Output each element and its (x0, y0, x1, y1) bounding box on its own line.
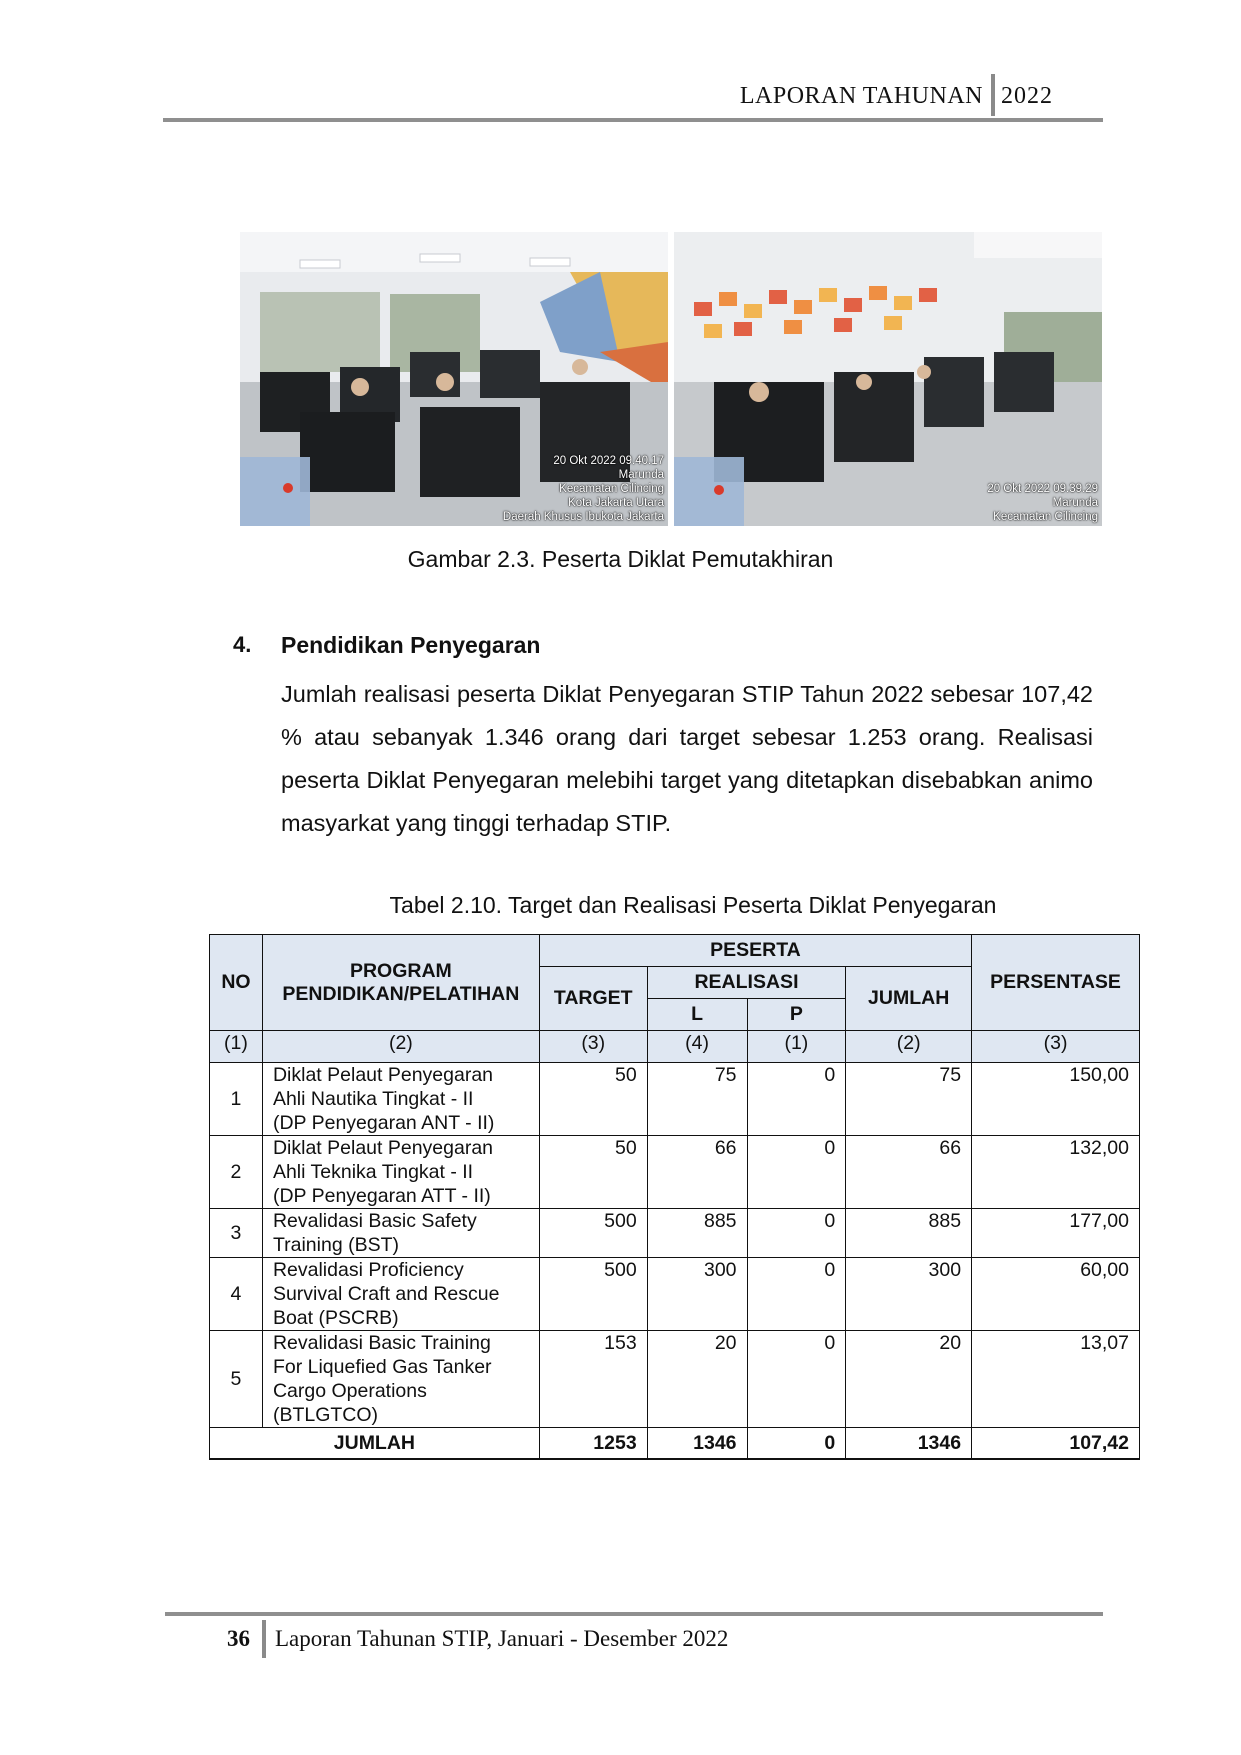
program-line: Revalidasi Basic Safety (272, 1210, 477, 1232)
program-line: (BTLGTCO) (272, 1404, 379, 1426)
table-row (210, 1136, 1140, 1209)
row-l: 300 (647, 1258, 747, 1331)
stamp-line: Marunda (618, 469, 664, 481)
program-line: For Liquefied Gas Tanker (272, 1356, 492, 1378)
table-row (210, 1331, 1140, 1428)
row-p: 0 (747, 1136, 846, 1209)
program-line: Ahli Teknika Tingkat - II (272, 1161, 474, 1183)
index-cell: (3) (539, 1031, 647, 1063)
header-title: LAPORAN TAHUNAN (739, 83, 983, 109)
header-separator (991, 74, 995, 116)
classroom-photo-right (674, 232, 1102, 526)
header-program-line-2: PENDIDIKAN/PELATIHAN (282, 982, 520, 1005)
row-jumlah: 300 (846, 1258, 972, 1331)
header-p: P (747, 999, 846, 1031)
row-persentase: 60,00 (972, 1258, 1140, 1331)
row-p: 0 (747, 1063, 846, 1136)
footer-rule (165, 1612, 1103, 1616)
page-footer (165, 1612, 1103, 1662)
header-no: NO (210, 935, 263, 1031)
header-rule (163, 118, 1103, 122)
table-row (210, 1258, 1140, 1331)
index-cell: (1) (210, 1031, 263, 1063)
total-target: 1253 (539, 1428, 647, 1460)
row-program (262, 1136, 539, 1209)
total-label: JUMLAH (210, 1428, 540, 1460)
row-no: 2 (210, 1136, 263, 1209)
row-program (262, 1258, 539, 1331)
program-line: Revalidasi Proficiency (272, 1259, 464, 1281)
stamp-line: Kota Jakarta Utara (568, 497, 664, 509)
header-program-line-1: PROGRAM (349, 959, 452, 982)
header-target: TARGET (539, 967, 647, 1031)
program-line: Training (BST) (272, 1234, 400, 1256)
classroom-photo-left (240, 232, 668, 526)
header-year: 2022 (1001, 83, 1053, 109)
header-jumlah: JUMLAH (846, 967, 972, 1031)
row-no: 3 (210, 1209, 263, 1258)
row-l: 66 (647, 1136, 747, 1209)
row-program (262, 1209, 539, 1258)
row-no: 1 (210, 1063, 263, 1136)
table-row (210, 1209, 1140, 1258)
row-l: 20 (647, 1331, 747, 1428)
row-jumlah: 66 (846, 1136, 972, 1209)
row-no: 5 (210, 1331, 263, 1428)
footer-separator (262, 1620, 266, 1658)
section-number: 4. (233, 632, 252, 657)
program-line: Revalidasi Basic Training (272, 1332, 491, 1354)
stamp-line: 20 Okt 2022 09.39.29 (987, 483, 1098, 495)
row-program (262, 1063, 539, 1136)
row-p: 0 (747, 1258, 846, 1331)
row-target: 50 (539, 1136, 647, 1209)
row-l: 75 (647, 1063, 747, 1136)
data-table (209, 934, 1140, 1460)
stamp-line: 20 Okt 2022 09.40.17 (553, 455, 664, 467)
stamp-line: Marunda (1052, 497, 1098, 509)
row-jumlah: 885 (846, 1209, 972, 1258)
program-line: Cargo Operations (272, 1380, 427, 1402)
header-peserta: PESERTA (539, 935, 971, 967)
figure-photos (240, 232, 1102, 526)
table-caption-wrapper (0, 892, 1241, 919)
section-heading: Pendidikan Penyegaran (281, 632, 541, 658)
stamp-line: Kecamatan Cilincing (993, 511, 1098, 523)
program-line: (DP Penyegaran ANT - II) (272, 1112, 495, 1134)
row-p: 0 (747, 1209, 846, 1258)
photo-stamp-left (503, 454, 664, 524)
table-caption: Tabel 2.10. Target dan Realisasi Peserta Diklat Penyegaran (389, 892, 997, 918)
row-target: 500 (539, 1209, 647, 1258)
row-program (262, 1331, 539, 1428)
row-persentase: 150,00 (972, 1063, 1140, 1136)
figure-caption: Gambar 2.3. Peserta Diklat Pemutakhiran (407, 546, 834, 572)
section-paragraph: Jumlah realisasi peserta Diklat Penyegaran STIP Tahun 2022 sebesar 107,42 % atau sebanyak 1.346 orang dari target sebesar 1.253 orang. Realisasi peserta Diklat Penyegaran melebihi target yang ditetapkan disebabkan animo masyarkat yang tinggi terhadap STIP. (281, 681, 1093, 836)
row-persentase: 177,00 (972, 1209, 1140, 1258)
row-jumlah: 20 (846, 1331, 972, 1428)
row-jumlah: 75 (846, 1063, 972, 1136)
program-line: Survival Craft and Rescue (272, 1283, 500, 1305)
stamp-line: Kecamatan Cilincing (559, 483, 664, 495)
index-cell: (2) (846, 1031, 972, 1063)
row-persentase: 132,00 (972, 1136, 1140, 1209)
program-line: Diklat Pelaut Penyegaran (272, 1064, 494, 1086)
row-l: 885 (647, 1209, 747, 1258)
footer-text: Laporan Tahunan STIP, Januari - Desember 2022 (275, 1626, 729, 1651)
photo-stamp-right (987, 482, 1098, 524)
total-p: 0 (747, 1428, 846, 1460)
index-cell: (3) (972, 1031, 1140, 1063)
row-no: 4 (210, 1258, 263, 1331)
row-target: 50 (539, 1063, 647, 1136)
header-realisasi: REALISASI (647, 967, 846, 999)
program-line: Diklat Pelaut Penyegaran (272, 1137, 494, 1159)
page-number: 36 (227, 1626, 250, 1651)
index-row (210, 1031, 1140, 1063)
total-jumlah: 1346 (846, 1428, 972, 1460)
total-l: 1346 (647, 1428, 747, 1460)
total-persentase: 107,42 (972, 1428, 1140, 1460)
row-p: 0 (747, 1331, 846, 1428)
row-persentase: 13,07 (972, 1331, 1140, 1428)
row-target: 153 (539, 1331, 647, 1428)
row-target: 500 (539, 1258, 647, 1331)
header-l: L (647, 999, 747, 1031)
stamp-line: Daerah Khusus Ibukota Jakarta (502, 511, 664, 523)
page-header (163, 70, 1103, 122)
index-cell: (1) (747, 1031, 846, 1063)
program-line: (DP Penyegaran ATT - II) (272, 1185, 491, 1207)
program-line: Boat (PSCRB) (272, 1307, 399, 1329)
total-row (210, 1428, 1140, 1460)
header-program (262, 935, 539, 1031)
header-persentase: PERSENTASE (972, 935, 1140, 1031)
program-line: Ahli Nautika Tingkat - II (272, 1088, 474, 1110)
index-cell: (4) (647, 1031, 747, 1063)
index-cell: (2) (262, 1031, 539, 1063)
table-row (210, 1063, 1140, 1136)
